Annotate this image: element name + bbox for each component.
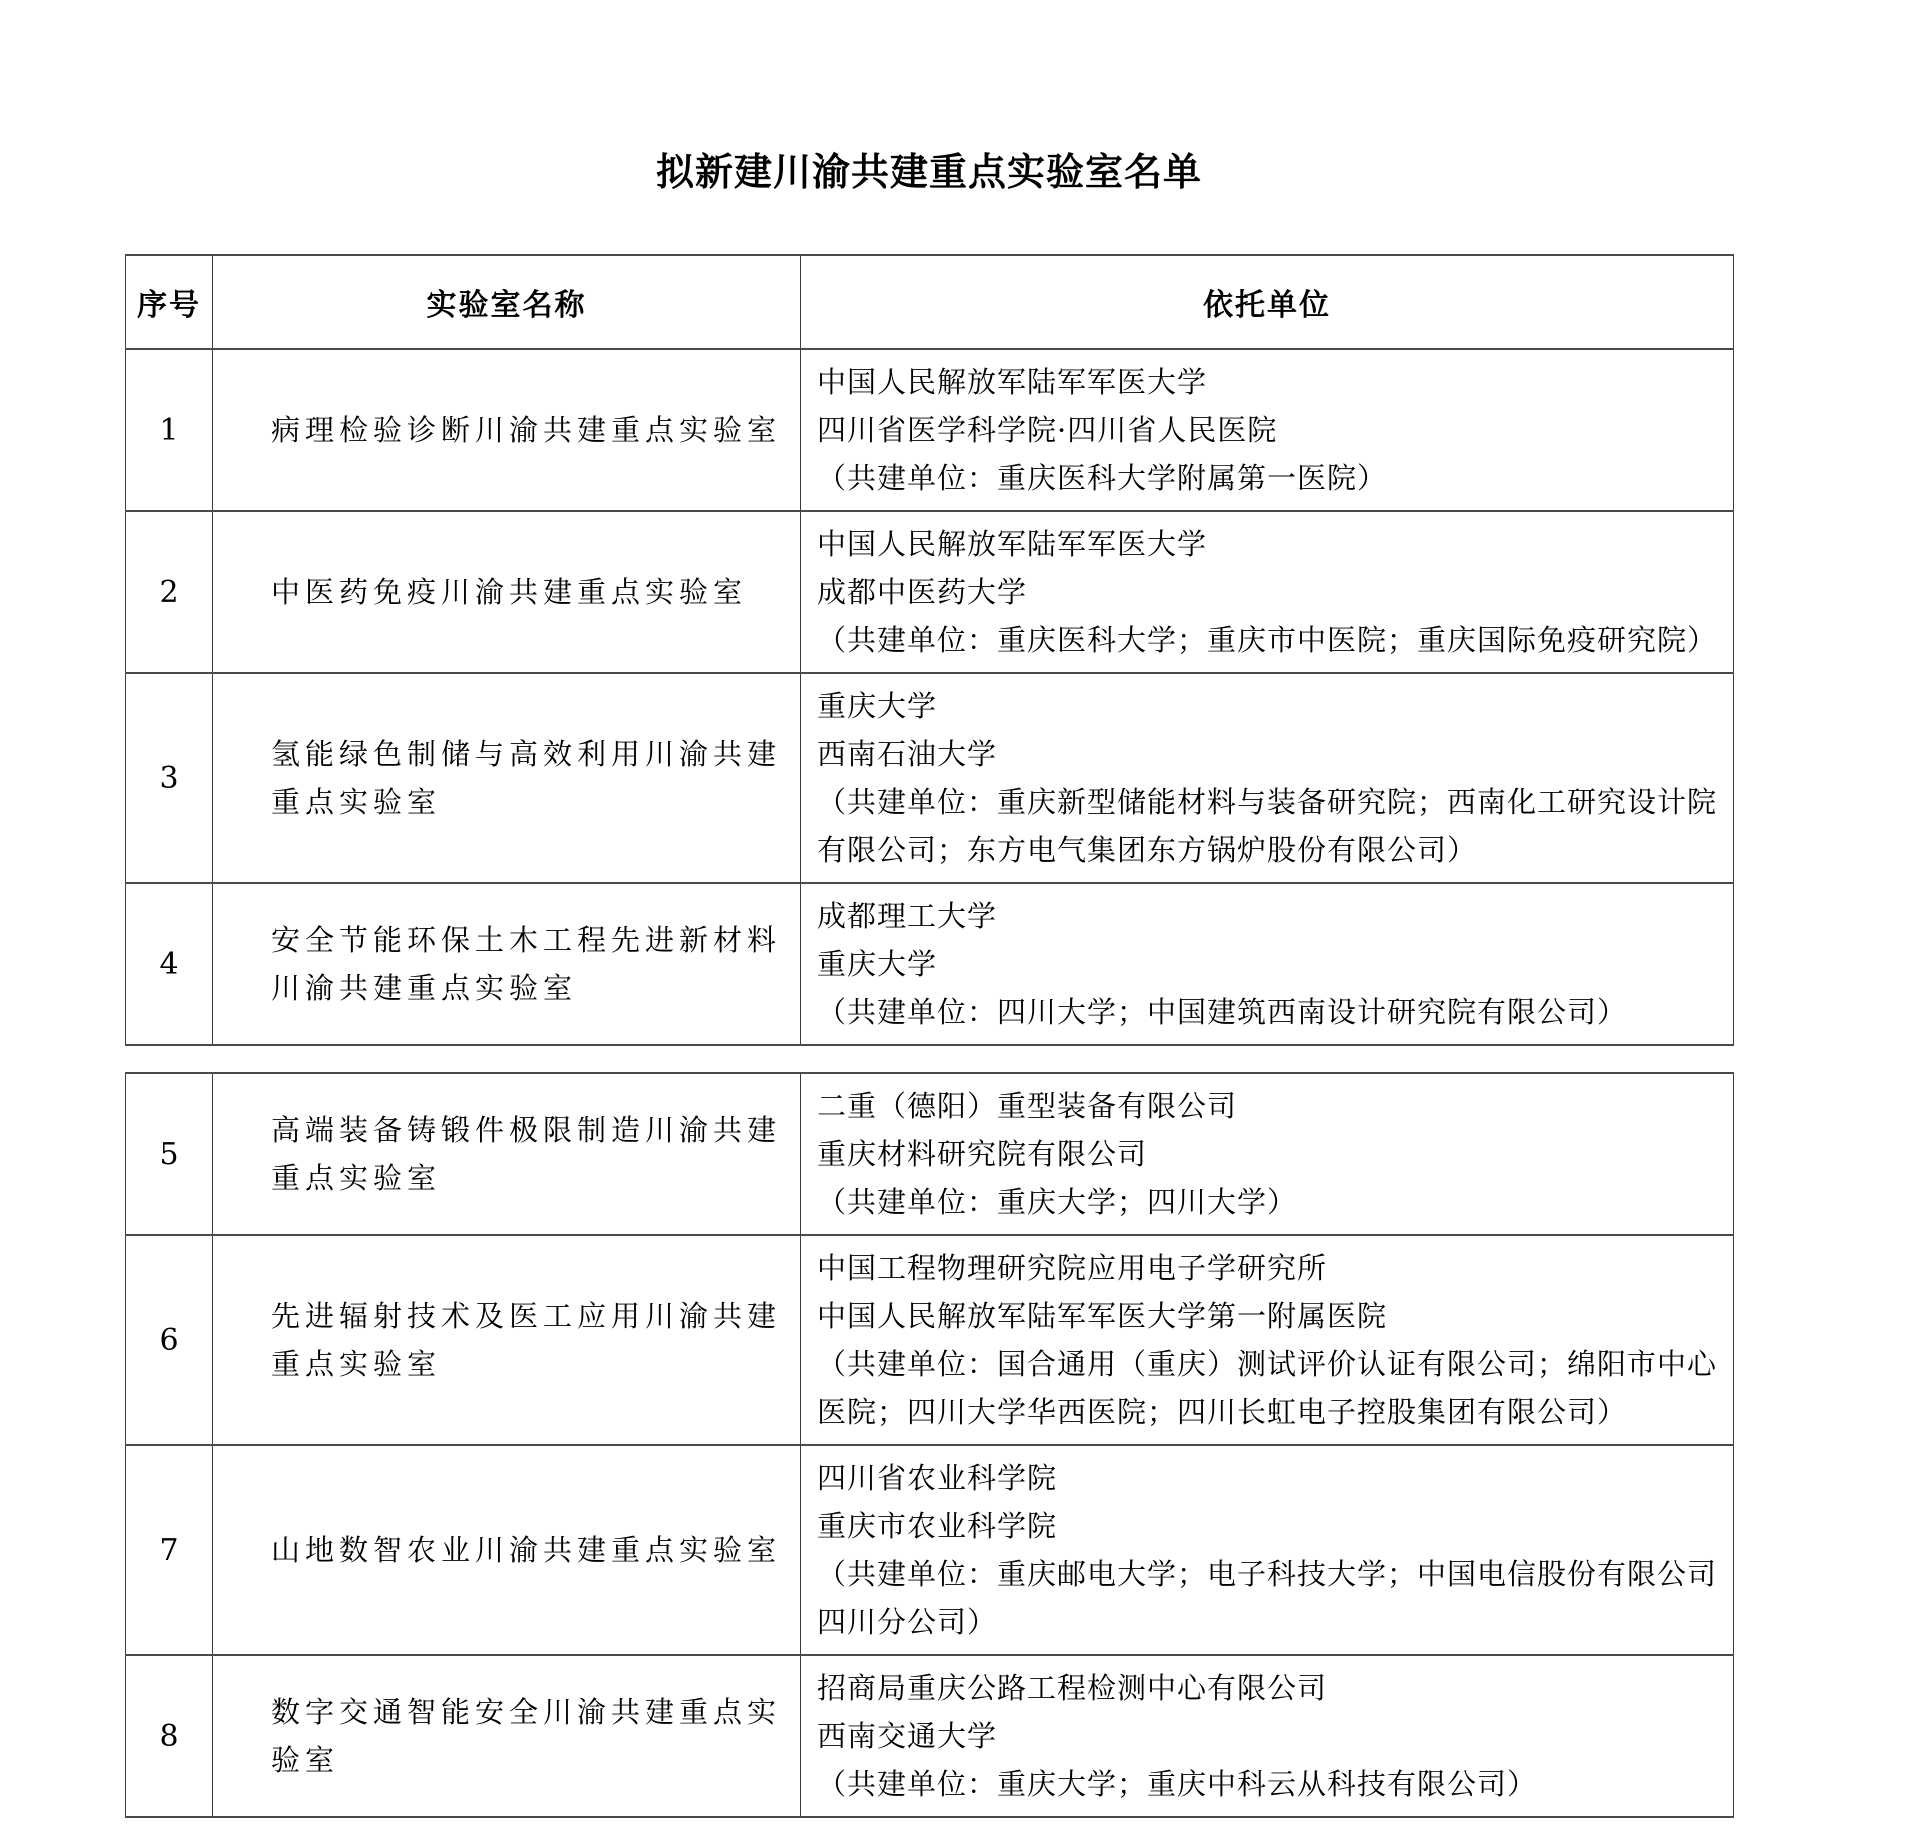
row-index: 4: [126, 883, 213, 1045]
org-line: 重庆大学: [817, 947, 938, 981]
org-line: 西南石油大学: [817, 737, 998, 771]
org-line: （共建单位：重庆医科大学；重庆市中医院；重庆国际免疫研究院）: [817, 623, 1718, 657]
header-cell-lab-name: 实验室名称: [213, 255, 801, 349]
org-list: [801, 673, 1734, 883]
table-row: [126, 673, 1734, 883]
org-line: （共建单位：四川大学；中国建筑西南设计研究院有限公司）: [817, 995, 1628, 1029]
org-line: 中国人民解放军陆军军医大学: [817, 365, 1208, 399]
org-line: （共建单位：重庆邮电大学；电子科技大学；中国电信股份有限公司四川分公司）: [817, 1557, 1718, 1639]
row-index: 2: [126, 511, 213, 673]
row-index: 5: [126, 1073, 213, 1235]
org-line: 中国工程物理研究院应用电子学研究所: [817, 1251, 1328, 1285]
lab-name: 病理检验诊断川渝共建重点实验室: [213, 349, 801, 511]
row-index: 1: [126, 349, 213, 511]
lab-name: 高端装备铸锻件极限制造川渝共建重点实验室: [213, 1073, 801, 1235]
labs-table-section-2: [125, 1072, 1734, 1818]
org-line: 四川省医学科学院·四川省人民医院: [817, 413, 1278, 447]
org-line: （共建单位：重庆医科大学附属第一医院）: [817, 461, 1388, 495]
header-cell-supporting-org: 依托单位: [801, 255, 1734, 349]
org-list: [801, 883, 1734, 1045]
org-line: 西南交通大学: [817, 1719, 998, 1753]
table-row: [126, 349, 1734, 511]
org-list: [801, 1655, 1734, 1817]
row-index: 7: [126, 1445, 213, 1655]
lab-name: 氢能绿色制储与高效利用川渝共建重点实验室: [213, 673, 801, 883]
table-row: [126, 511, 1734, 673]
row-index: 8: [126, 1655, 213, 1817]
row-index: 6: [126, 1235, 213, 1445]
table-row: [126, 1235, 1734, 1445]
lab-name: 山地数智农业川渝共建重点实验室: [213, 1445, 801, 1655]
org-line: 招商局重庆公路工程检测中心有限公司: [817, 1671, 1328, 1705]
lab-name: 数字交通智能安全川渝共建重点实验室: [213, 1655, 801, 1817]
org-line: 重庆材料研究院有限公司: [817, 1137, 1148, 1171]
org-list: [801, 349, 1734, 511]
org-line: （共建单位：重庆新型储能材料与装备研究院；西南化工研究设计院有限公司；东方电气集团东方锅炉股份有限公司）: [817, 785, 1718, 867]
org-line: 重庆大学: [817, 689, 938, 723]
table-row: [126, 883, 1734, 1045]
table-header-row: [126, 255, 1734, 349]
org-line: 四川省农业科学院: [817, 1461, 1058, 1495]
org-list: [801, 511, 1734, 673]
header-cell-index: 序号: [126, 255, 213, 349]
document-content: [125, 0, 1733, 1818]
lab-name: 中医药免疫川渝共建重点实验室: [213, 511, 801, 673]
table-row: [126, 1655, 1734, 1817]
org-line: 二重（德阳）重型装备有限公司: [817, 1089, 1238, 1123]
org-line: 成都理工大学: [817, 899, 998, 933]
org-list: [801, 1445, 1734, 1655]
table-row: [126, 1073, 1734, 1235]
org-list: [801, 1073, 1734, 1235]
page-title: 拟新建川渝共建重点实验室名单: [655, 149, 1202, 194]
org-list: [801, 1235, 1734, 1445]
org-line: （共建单位：重庆大学；重庆中科云从科技有限公司）: [817, 1767, 1538, 1801]
org-line: （共建单位：国合通用（重庆）测试评价认证有限公司；绵阳市中心医院；四川大学华西医院；四川长虹电子控股集团有限公司）: [817, 1347, 1718, 1429]
org-line: 中国人民解放军陆军军医大学第一附属医院: [817, 1299, 1388, 1333]
lab-name: 先进辐射技术及医工应用川渝共建重点实验室: [213, 1235, 801, 1445]
row-index: 3: [126, 673, 213, 883]
labs-table-section-1: [125, 254, 1734, 1046]
table-row: [126, 1445, 1734, 1655]
lab-name: 安全节能环保土木工程先进新材料川渝共建重点实验室: [213, 883, 801, 1045]
org-line: 中国人民解放军陆军军医大学: [817, 527, 1208, 561]
org-line: （共建单位：重庆大学；四川大学）: [817, 1185, 1298, 1219]
org-line: 重庆市农业科学院: [817, 1509, 1058, 1543]
org-line: 成都中医药大学: [817, 575, 1028, 609]
